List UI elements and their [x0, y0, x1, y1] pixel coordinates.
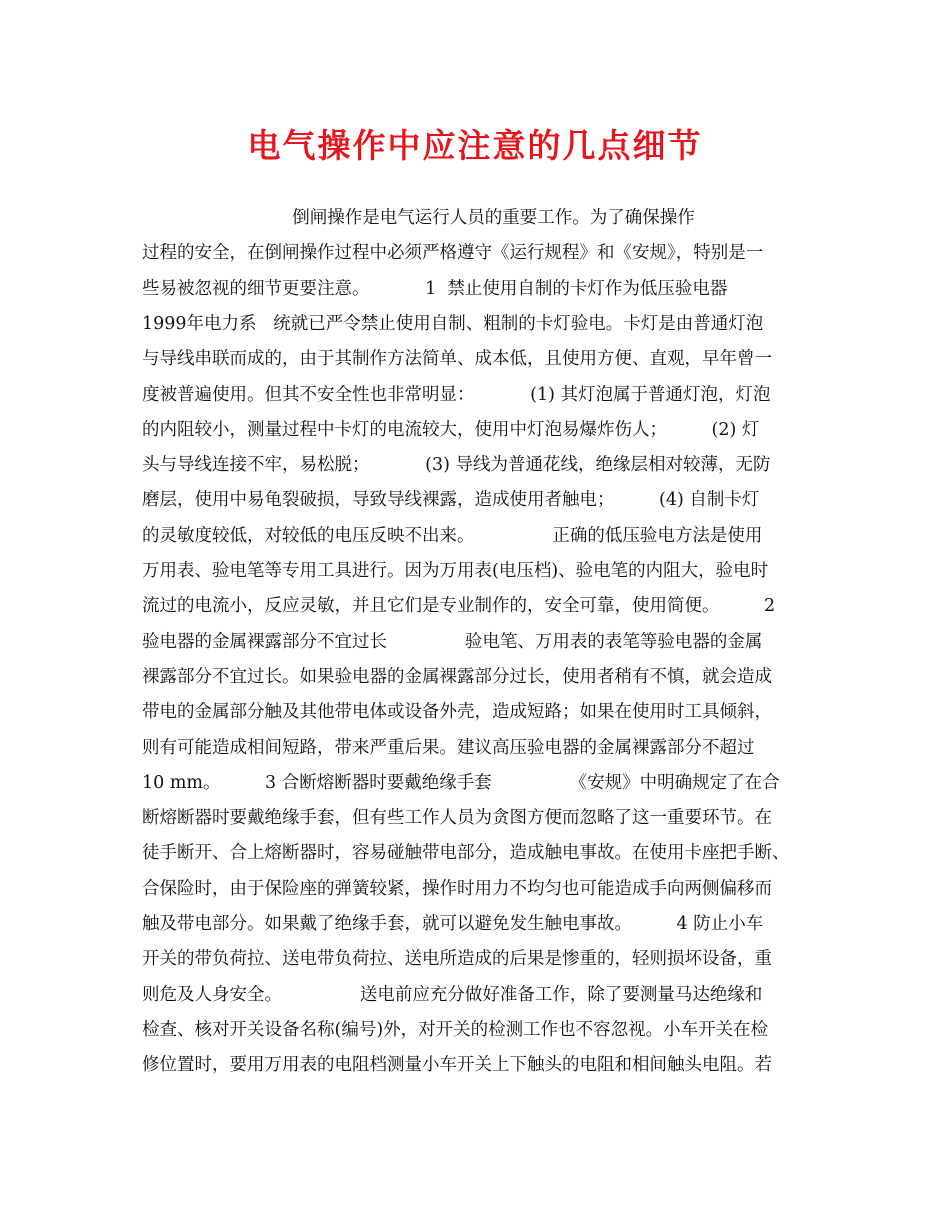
text-line: 的内阻较小，测量过程中卡灯的电流较大，使用中灯泡易爆炸伤人； (2) 灯	[142, 419, 760, 440]
text-line: 度被普遍使用。但其不安全性也非常明显： (1) 其灯泡属于普通灯泡，灯泡	[142, 384, 771, 405]
text-line: 1999年电力系 统就已严令禁止使用自制、粗制的卡灯验电。卡灯是由普通灯泡	[142, 313, 764, 334]
text-line: 流过的电流小，反应灵敏，并且它们是专业制作的，安全可靠，使用简便。 2	[142, 596, 776, 617]
text-line: 10 mm。 3 合断熔断器时要戴绝缘手套 《安规》中明确规定了在合	[142, 772, 780, 793]
text-line: 则有可能造成相间短路，带来严重后果。建议高压验电器的金属裸露部分不超过	[142, 737, 755, 758]
text-line: 徒手断开、合上熔断器时，容易碰触带电部分，造成触电事故。在使用卡座把手断、	[142, 843, 790, 864]
text-line: 与导线串联而成的，由于其制作方法简单、成本低，且使用方便、直观，早年曾一	[142, 349, 772, 370]
text-line: 的灵敏度较低，对较低的电压反映不出来。 正确的低压验电方法是使用	[142, 525, 763, 546]
text-line: 触及带电部分。如果戴了绝缘手套，就可以避免发生触电事故。 4 防止小车	[142, 914, 764, 934]
text-line: 万用表、验电笔等专用工具进行。因为万用表(电压档)、验电笔的内阻大，验电时	[142, 561, 769, 581]
text-line: 带电的金属部分触及其他带电体或设备外壳，造成短路；如果在使用时工具倾斜，	[142, 702, 772, 723]
text-line: 头与导线连接不牢，易松脱； (3) 导线为普通花线，绝缘层相对较薄，无防	[142, 455, 771, 476]
text-line: 修位置时，要用万用表的电阻档测量小车开关上下触头的电阻和相间触头电阻。若	[142, 1055, 772, 1076]
text-line: 开关的带负荷拉、送电带负荷拉、送电所造成的后果是惨重的，轻则损坏设备，重	[142, 949, 772, 970]
text-line: 合保险时，由于保险座的弹簧较紧，操作时用力不均匀也可能造成手向两侧偏移而	[142, 878, 772, 899]
text-line: 断熔断器时要戴绝缘手套，但有些工作人员为贪图方便而忽略了这一重要环节。在	[142, 808, 772, 829]
text-line: 些易被忽视的细节更要注意。 1 禁止使用自制的卡灯作为低压验电器	[142, 278, 728, 299]
text-line: 裸露部分不宜过长。如果验电器的金属裸露部分过长，使用者稍有不慎，就会造成	[142, 666, 772, 687]
text-line: 磨层，使用中易龟裂破损，导致导线裸露，造成使用者触电； (4) 自制卡灯	[142, 490, 760, 511]
text-line: 则危及人身安全。 送电前应充分做好准备工作，除了要测量马达绝缘和	[142, 984, 763, 1005]
text-line: 检查、核对开关设备名称(编号)外，对开关的检测工作也不容忽视。小车开关在检	[142, 1019, 769, 1040]
text-line: 验电器的金属裸露部分不宜过长 验电笔、万用表的表笔等验电器的金属	[142, 631, 763, 652]
page-title: 电气操作中应注意的几点细节	[247, 126, 703, 165]
text-line: 过程的安全，在倒闸操作过程中必须严格遵守《运行规程》和《安规》，特别是一	[142, 243, 764, 264]
text-line: 倒闸操作是电气运行人员的重要工作。为了确保操作	[142, 208, 695, 228]
